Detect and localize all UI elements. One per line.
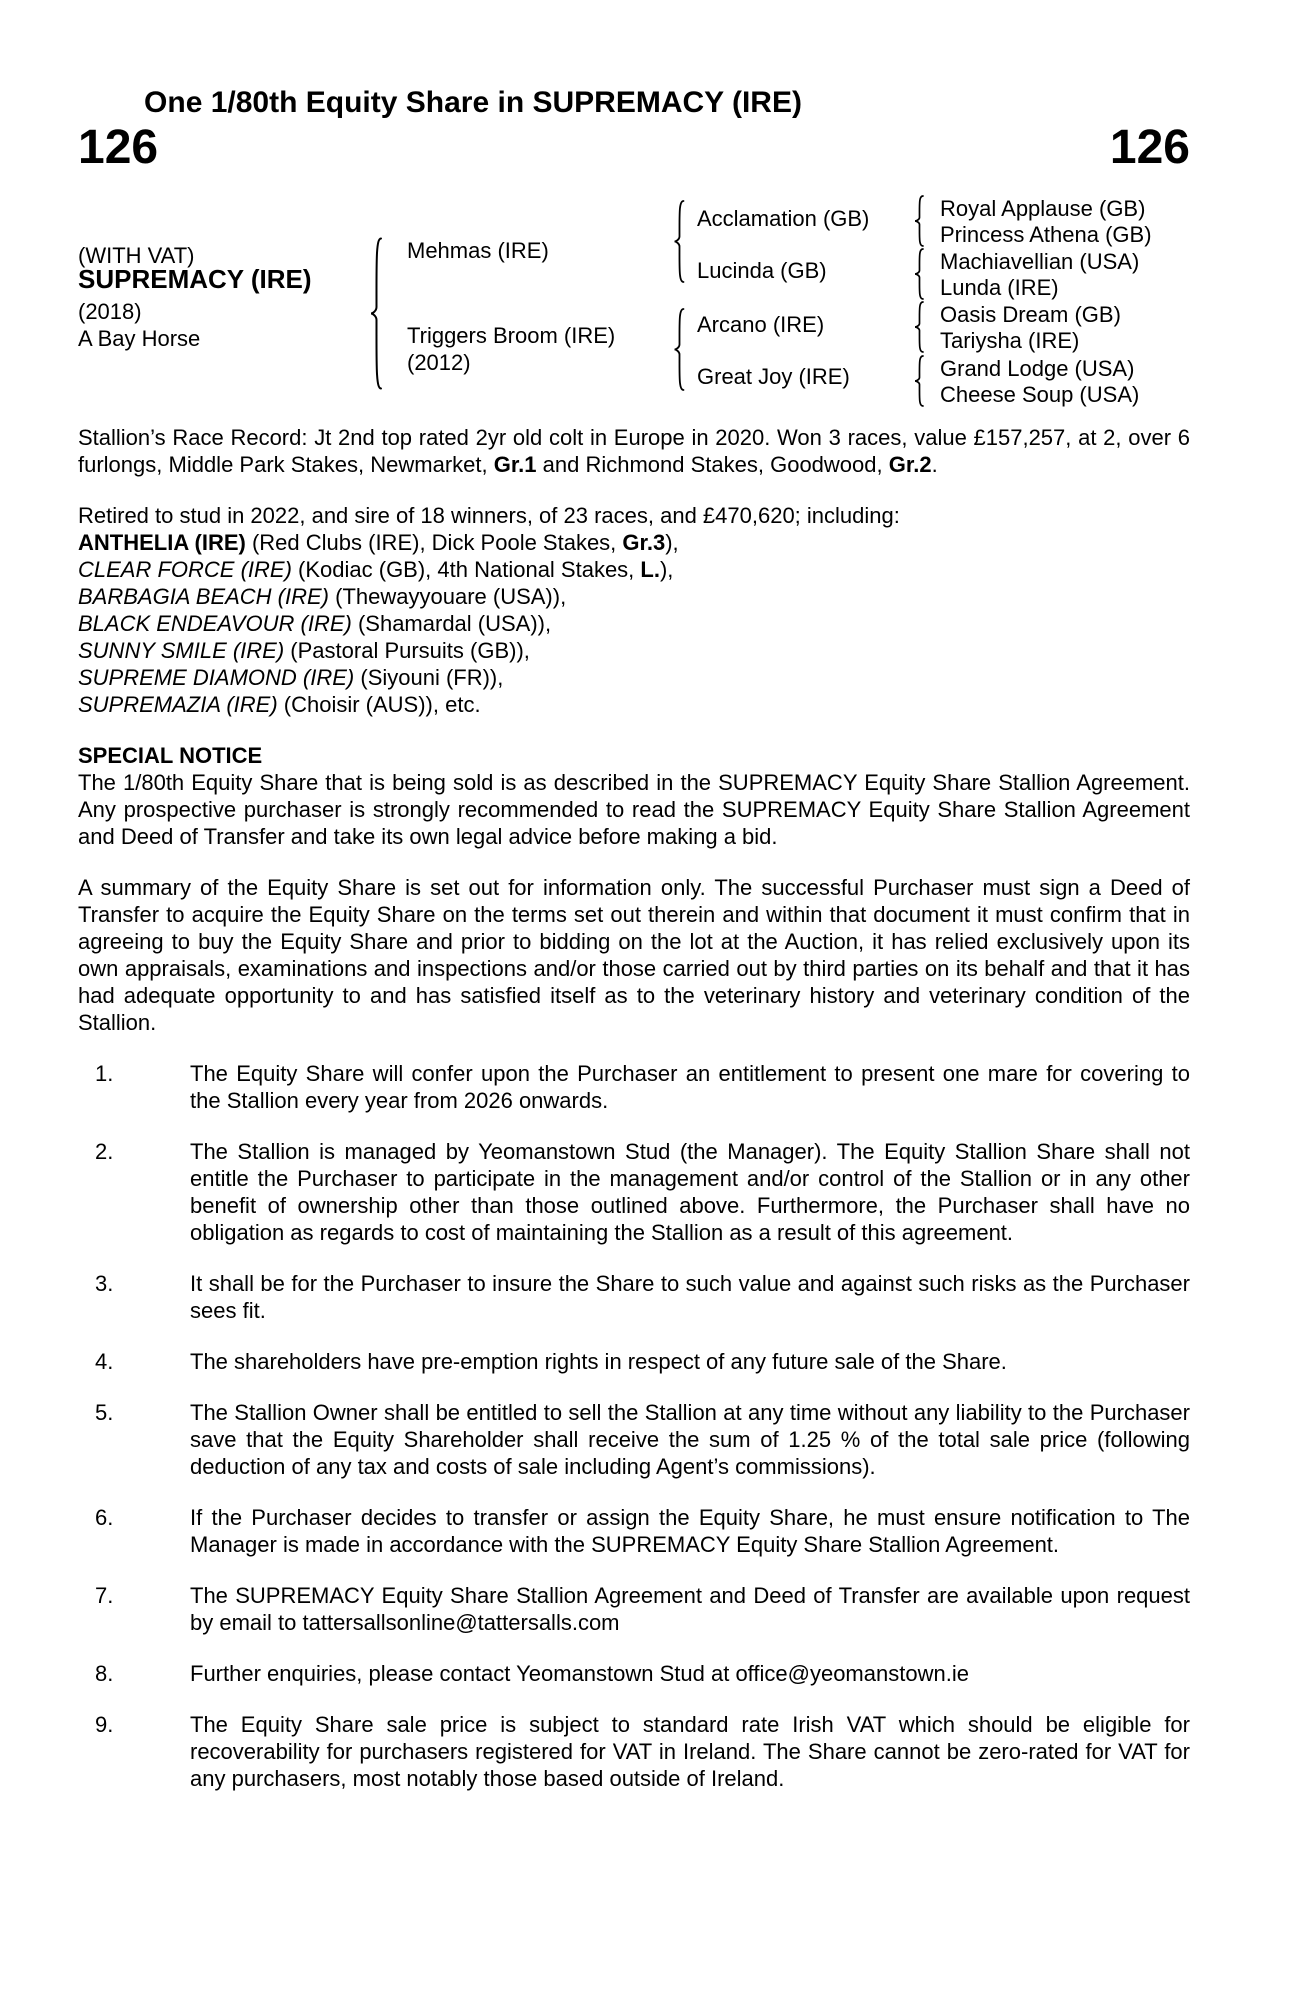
dam-foaled: (2012)	[407, 350, 471, 375]
term-number: 8.	[95, 1661, 114, 1686]
term-number: 3.	[95, 1271, 114, 1296]
special-notice-body: The 1/80th Equity Share that is being sold is as described in the SUPREMACY Equity Share Stallion Agreement. Any prospective purchaser is strongly recommended to read the SUPREMACY Equity Share Stallion Agreement and Deed of Transfer and take its own legal advice before making a bid.	[78, 770, 1190, 849]
term-number: 6.	[95, 1505, 114, 1530]
lot-number-left: 126	[78, 121, 159, 174]
lot-number-row	[78, 121, 1190, 174]
term-text: The Equity Share will confer upon the Purchaser an entitlement to present one mare for covering to the Stallion every year from 2026 onwards.	[190, 1061, 1190, 1113]
great-grandparent-name: Tariysha (IRE)	[940, 328, 1080, 353]
pedigree-brace-icon	[913, 195, 925, 247]
term-text: The Stallion is managed by Yeomanstown Stud (the Manager). The Equity Stallion Share shall not entitle the Purchaser to participate in the management and/or control of the Stallion or in any other benefit of ownership other than those outlined above. Furthermore, the Purchaser shall have no obligation as regards to cost of maintaining the Stallion as a result of this agreement.	[190, 1139, 1190, 1245]
sire-name: Mehmas (IRE)	[407, 238, 549, 263]
race-record-paragraph: Stallion’s Race Record: Jt 2nd top rated 2yr old colt in Europe in 2020. Won 3 races, value £157,257, at 2, over 6 furlongs, Middle Park Stakes, Newmarket, Gr.1 and Richmond Stakes, Goodwood, Gr.2.	[78, 425, 1190, 477]
term-text: The SUPREMACY Equity Share Stallion Agreement and Deed of Transfer are available upon request by email to tattersallsonline@tattersalls.com	[190, 1583, 1190, 1635]
progeny-line: CLEAR FORCE (IRE) (Kodiac (GB), 4th National Stakes, L.),	[78, 557, 674, 582]
special-notice-heading: SPECIAL NOTICE	[78, 743, 263, 768]
term-item-2	[78, 1138, 1190, 1246]
grandparent-name: Great Joy (IRE)	[697, 364, 850, 389]
progeny-line: SUNNY SMILE (IRE) (Pastoral Pursuits (GB)),	[78, 638, 530, 663]
pedigree-brace-icon	[368, 237, 384, 390]
term-item-4	[78, 1348, 1190, 1375]
term-text: The shareholders have pre-emption rights in respect of any future sale of the Share.	[190, 1349, 1007, 1374]
term-item-6	[78, 1504, 1190, 1558]
summary-paragraph: A summary of the Equity Share is set out for information only. The successful Purchaser must sign a Deed of Transfer to acquire the Equity Share on the terms set out therein and within that document it must confirm that in agreeing to buy the Equity Share and prior to bidding on the lot at the Auction, it has relied exclusively upon its own appraisals, examinations and inspections and/or those carried out by third parties on its behalf and that it has had adequate opportunity to and has satisfied itself as to the veterinary history and veterinary condition of the Stallion.	[78, 875, 1190, 1035]
grandparent-name: Acclamation (GB)	[697, 206, 870, 231]
great-grandparent-name: Princess Athena (GB)	[940, 222, 1152, 247]
term-number: 1.	[95, 1061, 114, 1086]
term-text: The Equity Share sale price is subject to standard rate Irish VAT which should be eligible for recoverability for purchasers registered for VAT in Ireland. The Share cannot be zero-rated for VAT for any purchasers, most notably those based outside of Ireland.	[190, 1712, 1190, 1791]
term-number: 2.	[95, 1139, 114, 1164]
subject-description: A Bay Horse	[78, 326, 201, 351]
pedigree-brace-icon	[913, 301, 925, 353]
great-grandparent-name: Royal Applause (GB)	[940, 196, 1146, 221]
pedigree-brace-icon	[913, 355, 925, 407]
lot-number-right: 126	[1109, 121, 1190, 174]
term-item-3	[78, 1270, 1190, 1324]
term-number: 5.	[95, 1400, 114, 1425]
great-grandparent-name: Cheese Soup (USA)	[940, 382, 1140, 407]
dam-name: Triggers Broom (IRE)	[407, 323, 616, 348]
vat-note: (WITH VAT)	[78, 243, 195, 268]
term-text: The Stallion Owner shall be entitled to sell the Stallion at any time without any liability to the Purchaser save that the Equity Shareholder shall receive the sum of 1.25 % of the total sale price (following deduction of any tax and costs of sale including Agent’s commissions).	[190, 1400, 1190, 1479]
grandparent-name: Arcano (IRE)	[697, 312, 825, 337]
progeny-line: BLACK ENDEAVOUR (IRE) (Shamardal (USA)),	[78, 611, 552, 636]
progeny-line: BARBAGIA BEACH (IRE) (Thewayyouare (USA)),	[78, 584, 567, 609]
pedigree-chart	[78, 192, 1190, 415]
term-number: 4.	[95, 1349, 114, 1374]
subject-foaled: (2018)	[78, 299, 142, 324]
great-grandparent-name: Machiavellian (USA)	[940, 249, 1140, 274]
term-item-9	[78, 1711, 1190, 1792]
subject-name: SUPREMACY (IRE)	[78, 264, 312, 294]
term-text: It shall be for the Purchaser to insure the Share to such value and against such risks as the Purchaser sees fit.	[190, 1271, 1190, 1323]
progeny-line: ANTHELIA (IRE) (Red Clubs (IRE), Dick Poole Stakes, Gr.3),	[78, 530, 679, 555]
progeny-line: SUPREMAZIA (IRE) (Choisir (AUS)), etc.	[78, 692, 481, 717]
term-text: If the Purchaser decides to transfer or assign the Equity Share, he must ensure notification to The Manager is made in accordance with the SUPREMACY Equity Share Stallion Agreement.	[190, 1505, 1190, 1557]
great-grandparent-name: Oasis Dream (GB)	[940, 302, 1121, 327]
progeny-intro: Retired to stud in 2022, and sire of 18 winners, of 23 races, and £470,620; including:	[78, 503, 900, 528]
term-item-5	[78, 1399, 1190, 1480]
term-item-1	[78, 1060, 1190, 1114]
pedigree-brace-icon	[913, 248, 925, 300]
grandparent-name: Lucinda (GB)	[697, 258, 827, 283]
term-item-7	[78, 1582, 1190, 1636]
term-number: 7.	[95, 1583, 114, 1608]
pedigree-brace-icon	[672, 308, 686, 391]
pedigree-brace-icon	[672, 200, 686, 283]
term-number: 9.	[95, 1712, 114, 1737]
great-grandparent-name: Grand Lodge (USA)	[940, 356, 1135, 381]
progeny-line: SUPREME DIAMOND (IRE) (Siyouni (FR)),	[78, 665, 504, 690]
progeny-section	[78, 502, 1190, 718]
page-title: One 1/80th Equity Share in SUPREMACY (IRE)	[144, 86, 802, 119]
term-item-8	[78, 1660, 1190, 1687]
term-text: Further enquiries, please contact Yeomanstown Stud at office@yeomanstown.ie	[190, 1661, 969, 1686]
great-grandparent-name: Lunda (IRE)	[940, 275, 1059, 300]
